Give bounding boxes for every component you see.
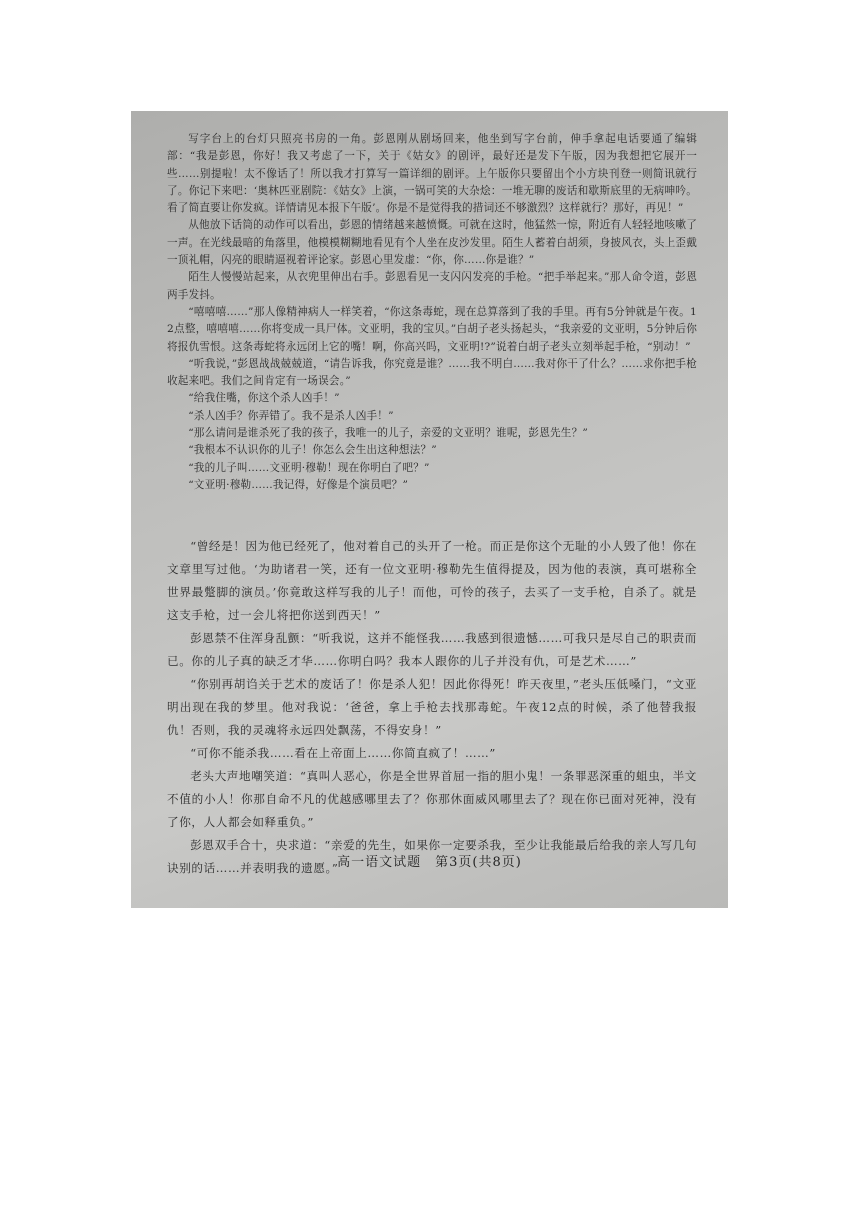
paragraph: “我的儿子叫……文亚明·穆勒！现在你明白了吧？” bbox=[188, 461, 430, 474]
paragraph: 写字台上的台灯只照亮书房的一角。彭恩刚从剧场回来，他坐到写字台前，伸手拿起电话要通了编辑部：“我是彭恩，你好！我又考虑了一下，关于《姑女》的剧评，最好还是发下午版，因为我想把它展开一些……别提啦！太不像话了！所以我才打算写一篇详细的剧评。上午版你只要留出个小方块刊登一则简讯就行了。你记下来吧：‘奥林匹亚剧院：《姑女》上演，一锅可笑的大杂烩：一堆无聊的废话和歇斯底里的无病呻吟。看了简直要让你发疯。详情请见本报下午版’。你是不是觉得我的措词还不够激烈？这样就行？那好，再见！” bbox=[167, 133, 697, 215]
paragraph: “可你不能杀我……看在上帝面上……你简直疯了！……” bbox=[190, 746, 496, 760]
paragraph: “给我住嘴，你这个杀人凶手！” bbox=[188, 392, 340, 405]
paragraph: 从他放下话筒的动作可以看出，彭恩的情绪越来越愤慨。可就在这时，他猛然一惊，附近有人轻轻地咳嗽了一声。在光线最暗的角落里，他模模糊糊地看见有个人坐在皮沙发里。陌生人蓄着白胡须，身披风衣，头上歪戴一顶礼帽，闪亮的眼睛逼视着评论家。彭恩心里发虚：“你，你……你是谁？” bbox=[167, 219, 697, 267]
paragraph: “嘻嘻嘻……”那人像精神病人一样笑着，“你这条毒蛇，现在总算落到了我的手里。再有5分钟就是午夜。12点整，嘻嘻嘻……你将变成一具尸体。文亚明，我的宝贝。”白胡子老头扬起头，“我亲爱的文亚明，5分钟后你将报仇雪恨。这条毒蛇将永远闭上它的嘴！啊，你高兴吗，文亚明!?”说着白胡子老头立刻举起手枪，“别动！” bbox=[167, 305, 697, 353]
paragraph: “我根本不认识你的儿子！你怎么会生出这种想法？” bbox=[188, 444, 437, 457]
paragraph: “听我说，”彭恩战战兢兢道，“请告诉我，你究竟是谁？……我不明白……我对你干了什么？……求你把手枪收起来吧。我们之间肯定有一场误会。” bbox=[167, 357, 697, 388]
paragraph: “文亚明·穆勒……我记得，好像是个演员吧？” bbox=[188, 478, 409, 491]
paragraph: 陌生人慢慢站起来，从衣兜里伸出右手。彭恩看见一支闪闪发亮的手枪。“把手举起来。”那人命令道，彭恩两手发抖。 bbox=[167, 271, 697, 301]
paragraph: “那么请问是谁杀死了我的孩子，我唯一的儿子，亲爱的文亚明？谁呢，彭恩先生？” bbox=[188, 427, 588, 440]
exam-page-lower bbox=[167, 535, 697, 880]
document-photo bbox=[131, 111, 728, 908]
paragraph: 彭恩双手合十，央求道：“亲爱的先生，如果你一定要杀我，至少让我能最后给我的亲人写几句诀别的话……并表明我的遗愿。” bbox=[167, 838, 697, 875]
exam-page-upper bbox=[167, 131, 697, 494]
paragraph: 老头大声地嘲笑道：“真叫人恶心，你是全世界首屈一指的胆小鬼！一条罪恶深重的蛆虫，半文不值的小人！你那自命不凡的优越感哪里去了？你那休面威风哪里去了？现在你已面对死神，没有了你，人人都会如释重负。” bbox=[167, 769, 697, 829]
paragraph: “曾经是！因为他已经死了，他对着自己的头开了一枪。而正是你这个无耻的小人毁了他！你在文章里写过他。‘为助诸君一笑，还有一位文亚明·穆勒先生值得提及，因为他的表演，真可堪称全世界最蹩脚的演员。’你竟敢这样写我的儿子！而他，可怜的孩子，去买了一支手枪，自杀了。就是这支手枪，过一会儿将把你送到西天！” bbox=[167, 539, 697, 622]
paragraph: 彭恩禁不住浑身乱颤：“听我说，这并不能怪我……我感到很遗憾……可我只是尽自己的职责而已。你的儿子真的缺乏才华……你明白吗？我本人跟你的儿子并没有仇，可是艺术……” bbox=[167, 631, 697, 668]
paragraph: “你别再胡诌关于艺术的废话了！你是杀人犯！因此你得死！昨天夜里，”老头压低嗓门，“文亚明出现在我的梦里。他对我说：‘爸爸，拿上手枪去找那毒蛇。午夜12点的时候，杀了他替我报仇！否则，我的灵魂将永远四处飘荡，不得安身！” bbox=[167, 677, 697, 737]
paragraph: “杀人凶手？你弄错了。我不是杀人凶手！” bbox=[188, 409, 394, 422]
page-footer: 高一语文试题 第3页(共8页) bbox=[337, 855, 522, 870]
